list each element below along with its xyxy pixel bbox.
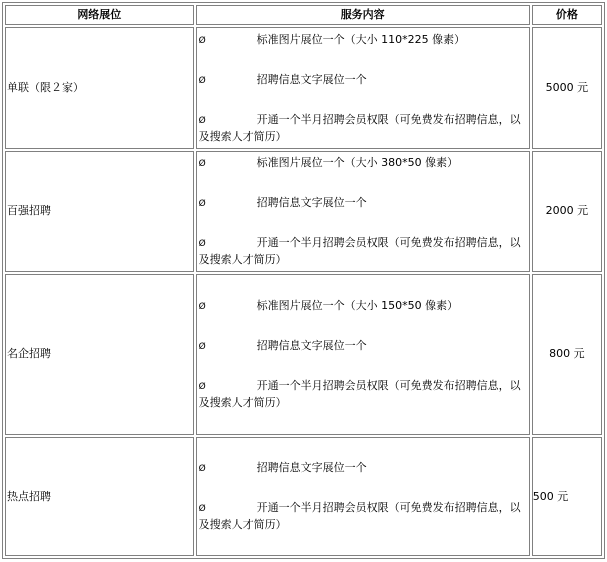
service-item [198, 235, 528, 268]
price-cell: 5000 元 [532, 27, 602, 149]
service-item [198, 460, 528, 477]
service-text: 标准图片展位一个（大小 380*50 像素） [256, 155, 459, 169]
bullet-icon: Ø [198, 198, 206, 209]
service-text: 标准图片展位一个（大小 110*225 像素） [256, 32, 466, 46]
bullet-icon: Ø [198, 115, 206, 126]
service-item [198, 32, 528, 49]
header-services: 服务内容 [196, 5, 530, 25]
table-row [5, 437, 602, 556]
service-item [198, 338, 528, 355]
service-item [198, 72, 528, 89]
service-text: 招聘信息文字展位一个 [256, 72, 367, 86]
service-text: 招聘信息文字展位一个 [256, 461, 367, 475]
bullet-icon: Ø [198, 464, 206, 475]
service-text: 开通一个半月招聘会员权限（可免费发布招聘信息，以及搜索人才简历） [198, 378, 521, 409]
service-item [198, 378, 528, 411]
service-item [198, 195, 528, 212]
services-cell [196, 274, 530, 435]
service-text: 招聘信息文字展位一个 [256, 195, 367, 209]
price-cell: 2000 元 [532, 151, 602, 272]
service-text: 开通一个半月招聘会员权限（可免费发布招聘信息，以及搜索人才简历） [198, 501, 521, 532]
service-item [198, 112, 528, 145]
price-cell: 800 元 [532, 274, 602, 435]
position-cell: 单联（限２家） [5, 27, 194, 149]
service-item [198, 500, 528, 533]
bullet-icon: Ø [198, 35, 206, 46]
position-cell: 百强招聘 [5, 151, 194, 272]
header-position: 网络展位 [5, 5, 194, 25]
position-cell: 名企招聘 [5, 274, 194, 435]
table-row [5, 27, 602, 149]
bullet-icon: Ø [198, 301, 206, 312]
table-row [5, 151, 602, 272]
services-cell [196, 437, 530, 556]
pricing-table [2, 2, 605, 559]
position-cell: 热点招聘 [5, 437, 194, 556]
service-text: 招聘信息文字展位一个 [256, 338, 367, 352]
header-price: 价格 [532, 5, 602, 25]
table-row [5, 274, 602, 435]
service-item [198, 155, 528, 172]
bullet-icon: Ø [198, 238, 206, 249]
bullet-icon: Ø [198, 504, 206, 515]
bullet-icon: Ø [198, 341, 206, 352]
service-text: 开通一个半月招聘会员权限（可免费发布招聘信息，以及搜索人才简历） [198, 112, 521, 143]
services-cell [196, 27, 530, 149]
service-text: 标准图片展位一个（大小 150*50 像素） [256, 298, 459, 312]
services-cell [196, 151, 530, 272]
price-cell: 500 元 [532, 437, 602, 556]
header-row [5, 5, 602, 25]
bullet-icon: Ø [198, 158, 206, 169]
bullet-icon: Ø [198, 75, 206, 86]
service-text: 开通一个半月招聘会员权限（可免费发布招聘信息，以及搜索人才简历） [198, 235, 521, 266]
bullet-icon: Ø [198, 381, 206, 392]
service-item [198, 298, 528, 315]
